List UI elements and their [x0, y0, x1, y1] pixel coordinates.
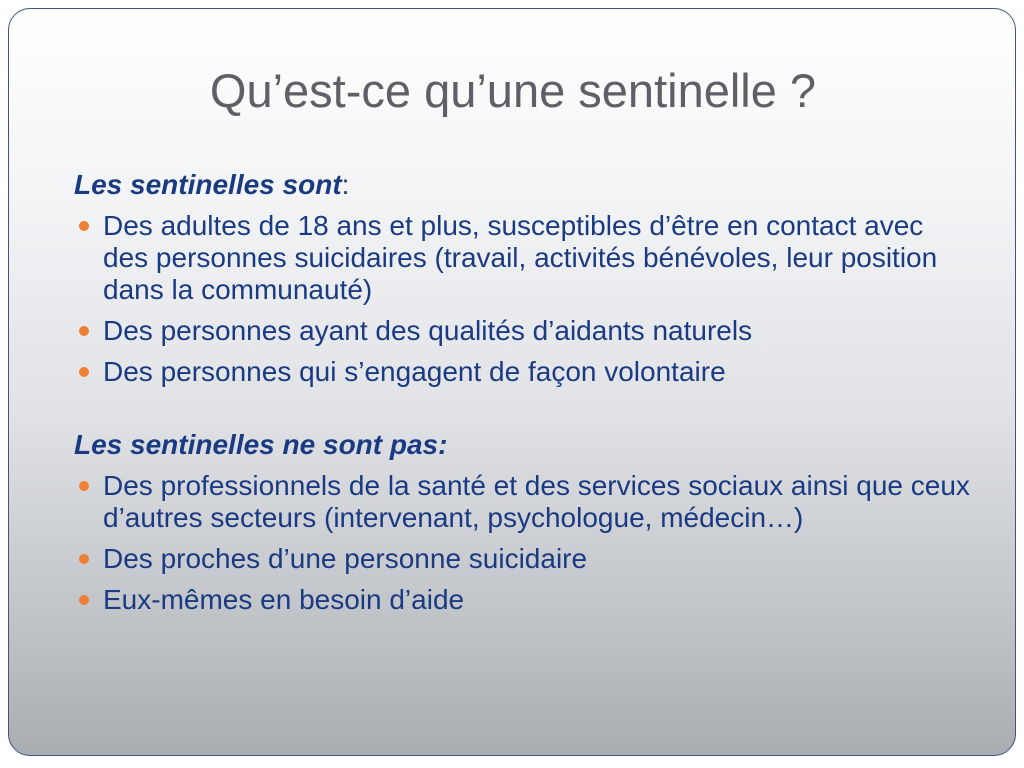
list-item-text: Des proches d’une personne suicidaire [103, 543, 588, 574]
bullet-dot-icon [79, 221, 89, 231]
section-heading-colon: : [341, 169, 350, 200]
list-item-text: Eux-mêmes en besoin d’aide [103, 584, 465, 615]
bullet-dot-icon [79, 326, 89, 336]
list-item-text: Des adultes de 18 ans et plus, susceptibles d’être en contact avec des personnes suicidaires (travail, activités bénévoles, leur position dans la communauté) [103, 210, 938, 305]
list-item [74, 315, 974, 347]
list-item-text: Des professionnels de la santé et des services sociaux ainsi que ceux d’autres secteurs (intervenant, psychologue, médecin…) [103, 470, 970, 533]
list-item-text: Des personnes qui s’engagent de façon volontaire [103, 356, 726, 387]
list-item-text: Des personnes ayant des qualités d’aidants naturels [103, 315, 753, 346]
section-heading-are [74, 169, 974, 201]
slide [8, 8, 1016, 756]
bullet-dot-icon [79, 367, 89, 377]
list-item [74, 210, 974, 306]
bullet-list-are-not [74, 470, 974, 616]
list-item [74, 356, 974, 388]
list-item [74, 584, 974, 616]
bullet-dot-icon [79, 554, 89, 564]
section-spacer [74, 388, 974, 420]
section-heading-are-text: Les sentinelles sont [74, 169, 342, 200]
slide-title: Qu’est-ce qu’une sentinelle ? [209, 64, 817, 117]
list-item [74, 470, 974, 534]
list-item [74, 543, 974, 575]
bullet-dot-icon [79, 595, 89, 605]
bullet-list-are [74, 210, 974, 388]
section-heading-are-not: Les sentinelles ne sont pas: [74, 429, 448, 460]
bullet-dot-icon [79, 481, 89, 491]
slide-body [74, 169, 974, 616]
